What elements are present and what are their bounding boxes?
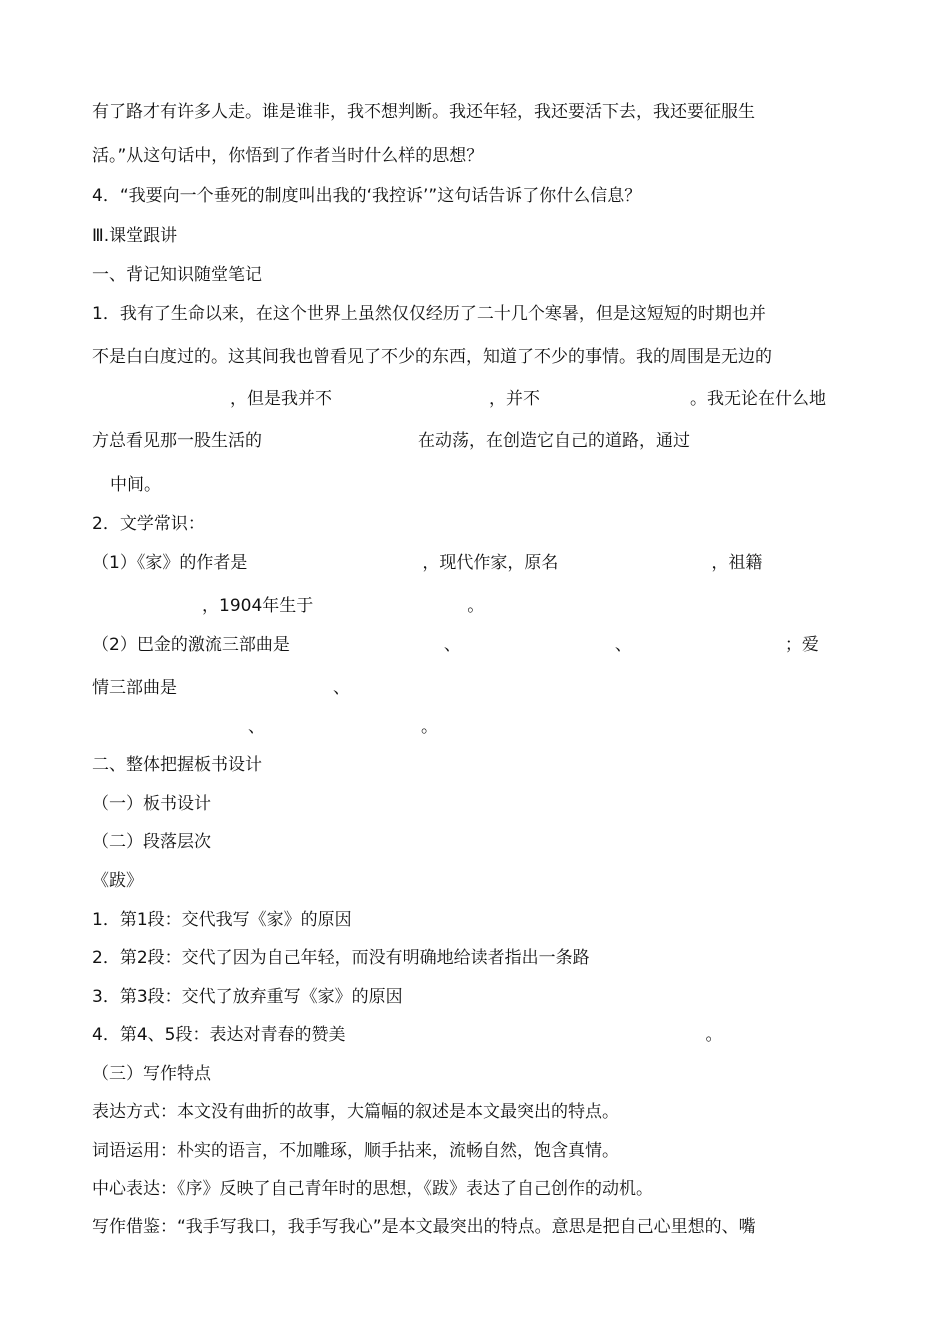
subsection-heading [92,263,262,287]
line-text: 表达方式：本文没有曲折的故事，大篇幅的叙述是本文最突出的特点。 [92,1102,619,1122]
line-text: 、 [333,678,350,698]
line-text: 2．第2段：交代了因为自己年轻，而没有明确地给读者指出一条路 [92,948,590,968]
essay-title [92,869,143,893]
line-text: ，但是我并不 [230,389,332,409]
fill-blank-line [92,715,438,739]
section-heading [92,224,177,248]
line-text: （三）写作特点 [92,1064,211,1084]
line-text: 活。”从这句话中，你悟到了作者当时什么样的思想？ [92,146,484,166]
line-text: 。 [705,1025,723,1045]
line-text: 4．“我要向一个垂死的制度叫出我的‘我控诉’”这句话告诉了你什么信息？ [92,186,642,206]
line-text: 方总看见那一股生活的 [92,431,262,451]
fill-blank-line [92,387,826,411]
text-line [92,1100,619,1124]
text-line [92,1177,653,1201]
line-text: 、 [443,635,461,655]
text-line [92,1139,619,1163]
line-text: 。我无论在什么地 [690,389,826,409]
fill-blank-line [92,429,690,453]
line-text: 情三部曲是 [92,678,177,698]
line-text: 词语运用：朴实的语言，不加雕琢，顺手拈来，流畅自然，饱含真情。 [92,1141,619,1161]
list-item [92,908,352,932]
fill-blank-line [92,633,819,657]
line-text: 、 [614,635,632,655]
line-text: ，并不 [489,389,540,409]
line-text: ，祖籍 [711,553,763,573]
fill-blank-line [92,594,484,618]
list-heading [92,792,211,816]
line-text: 二、整体把握板书设计 [92,755,262,775]
text-line [92,100,755,124]
line-text: ，现代作家，原名 [422,553,559,573]
line-text: 4．第4、5段：表达对青春的赞美 [92,1025,346,1045]
list-item [92,985,403,1009]
line-text: 。 [421,717,438,737]
line-text: 《跋》 [92,871,143,891]
text-line [92,1215,756,1239]
line-text: 有了路才有许多人走。谁是谁非，我不想判断。我还年轻，我还要活下去，我还要征服生 [92,102,755,122]
list-item [92,1023,722,1047]
list-heading [92,1062,211,1086]
line-text: 中心表达：《序》反映了自己青年时的思想，《跋》表达了自己创作的动机。 [92,1179,653,1199]
line-text: ，1904年生于 [202,596,314,616]
line-text: 。 [467,596,485,616]
text-line [92,144,483,168]
list-item [92,946,590,970]
line-text: （一）板书设计 [92,794,211,814]
text-line [92,345,772,369]
line-text: 一、背记知识随堂笔记 [92,265,262,285]
line-text: 2．文学常识： [92,514,205,534]
line-text: （二）段落层次 [92,832,211,852]
line-text: 、 [248,717,265,737]
line-text: 在动荡，在创造它自己的道路，通过 [418,431,690,451]
subsection-heading [92,753,262,777]
text-line [110,473,161,497]
subheading-literature [92,512,205,536]
line-text: 中间。 [110,475,161,495]
line-text: 3．第3段：交代了放弃重写《家》的原因 [92,987,403,1007]
text-line [92,302,766,326]
line-text: 1．第1段：交代我写《家》的原因 [92,910,352,930]
list-heading [92,830,211,854]
fill-blank-line [92,676,350,700]
line-text: ；爱 [784,635,819,655]
line-text: 写作借鉴：“我手写我口，我手写我心”是本文最突出的特点。意思是把自己心里想的、嘴 [92,1217,756,1237]
line-text: （1）《家》的作者是 [92,553,248,573]
fill-blank-line [92,551,762,575]
line-text: （2）巴金的激流三部曲是 [92,635,290,655]
line-text: 1．我有了生命以来，在这个世界上虽然仅仅经历了二十几个寒暑，但是这短短的时期也并 [92,304,766,324]
line-text: 不是白白度过的。这其间我也曾看见了不少的东西，知道了不少的事情。我的周围是无边的 [92,347,772,367]
question-4 [92,184,641,208]
line-text: Ⅲ.课堂跟讲 [92,226,178,246]
